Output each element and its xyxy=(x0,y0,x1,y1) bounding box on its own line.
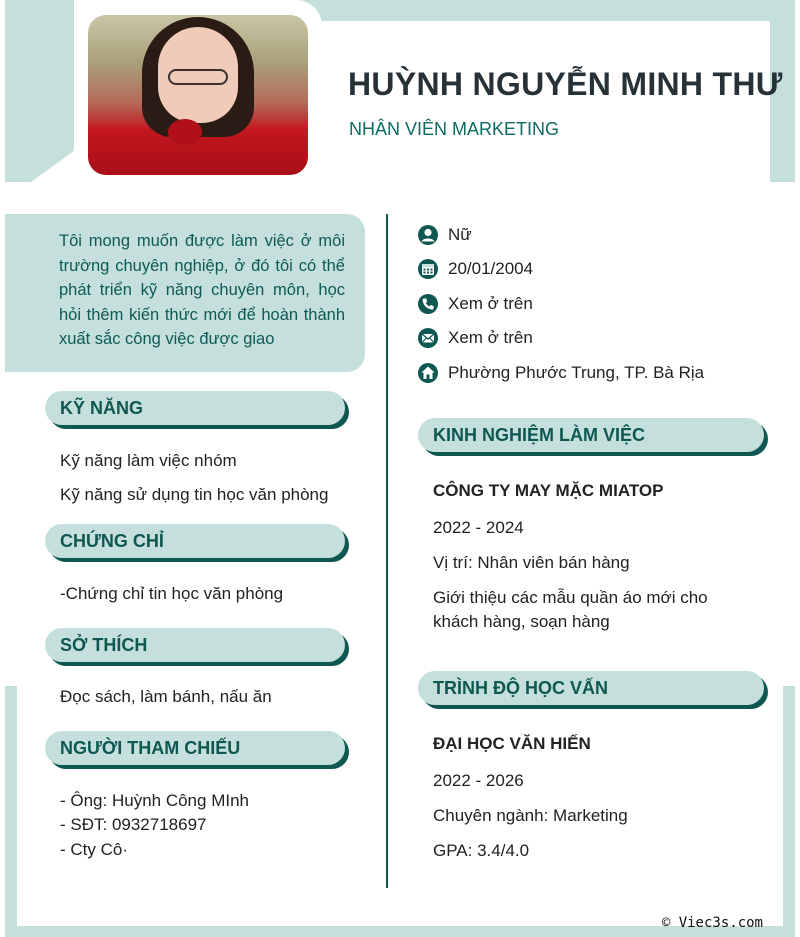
column-divider xyxy=(386,214,388,888)
reference-item: - Ông: Huỳnh Công MInh xyxy=(60,791,249,810)
certificate-item: -Chứng chỉ tin học văn phòng xyxy=(60,584,284,603)
calendar-icon xyxy=(417,258,439,280)
hobby-item: Đọc sách, làm bánh, nấu ăn xyxy=(60,687,272,706)
contact-address: Phường Phước Trung, TP. Bà Rịa xyxy=(417,360,704,386)
education-period: 2022 - 2026 xyxy=(433,771,524,790)
hobbies-heading: SỞ THÍCH xyxy=(45,628,345,662)
location-icon xyxy=(417,362,439,384)
person-icon xyxy=(417,224,439,246)
footer-watermark: © Viec3s.com xyxy=(661,915,763,931)
experience-description: Giới thiệu các mẫu quần áo mới cho xyxy=(433,588,708,607)
skill-item: Kỹ năng làm việc nhóm xyxy=(60,451,237,470)
skill-item: Kỹ năng sử dụng tin học văn phòng xyxy=(60,485,329,504)
job-title: NHÂN VIÊN MARKETING xyxy=(349,119,560,139)
experience-description: khách hàng, soạn hàng xyxy=(433,612,610,631)
email-icon xyxy=(417,327,439,349)
contact-email: Xem ở trên xyxy=(417,325,533,351)
references-heading: NGƯỜI THAM CHIẾU xyxy=(45,731,345,765)
profile-photo xyxy=(88,15,308,175)
career-objective: Tôi mong muốn được làm việc ở môi trường chuyên nghiệp, ở đó tôi có thể phát triển kỹ năng chuyên môn, học hỏi thêm kiến thức mới để hoàn thành xuất sắc công việc được giao xyxy=(5,214,365,372)
phone-icon xyxy=(417,293,439,315)
experience-period: 2022 - 2024 xyxy=(433,518,524,537)
education-school: ĐẠI HỌC VĂN HIẾN xyxy=(433,734,591,753)
education-gpa: GPA: 3.4/4.0 xyxy=(433,841,530,860)
contact-phone: Xem ở trên xyxy=(417,291,533,317)
skills-heading: KỸ NĂNG xyxy=(45,391,345,425)
education-major: Chuyên ngành: Marketing xyxy=(433,806,628,825)
experience-heading: KINH NGHIỆM LÀM VIỆC xyxy=(418,418,764,452)
contact-birthday: 20/01/2004 xyxy=(417,256,533,282)
education-heading: TRÌNH ĐỘ HỌC VẤN xyxy=(418,671,764,705)
contact-gender: Nữ xyxy=(417,222,472,248)
certificates-heading: CHỨNG CHỈ xyxy=(45,524,345,558)
candidate-name: HUỲNH NGUYỄN MINH THƯ xyxy=(348,66,783,102)
experience-company: CÔNG TY MAY MẶC MIATOP xyxy=(433,481,664,500)
reference-item: - Cty Cô· xyxy=(60,840,128,859)
photo-frame-notch xyxy=(31,150,75,182)
experience-position: Vị trí: Nhân viên bán hàng xyxy=(433,553,630,572)
reference-item: - SĐT: 0932718697 xyxy=(60,815,207,834)
